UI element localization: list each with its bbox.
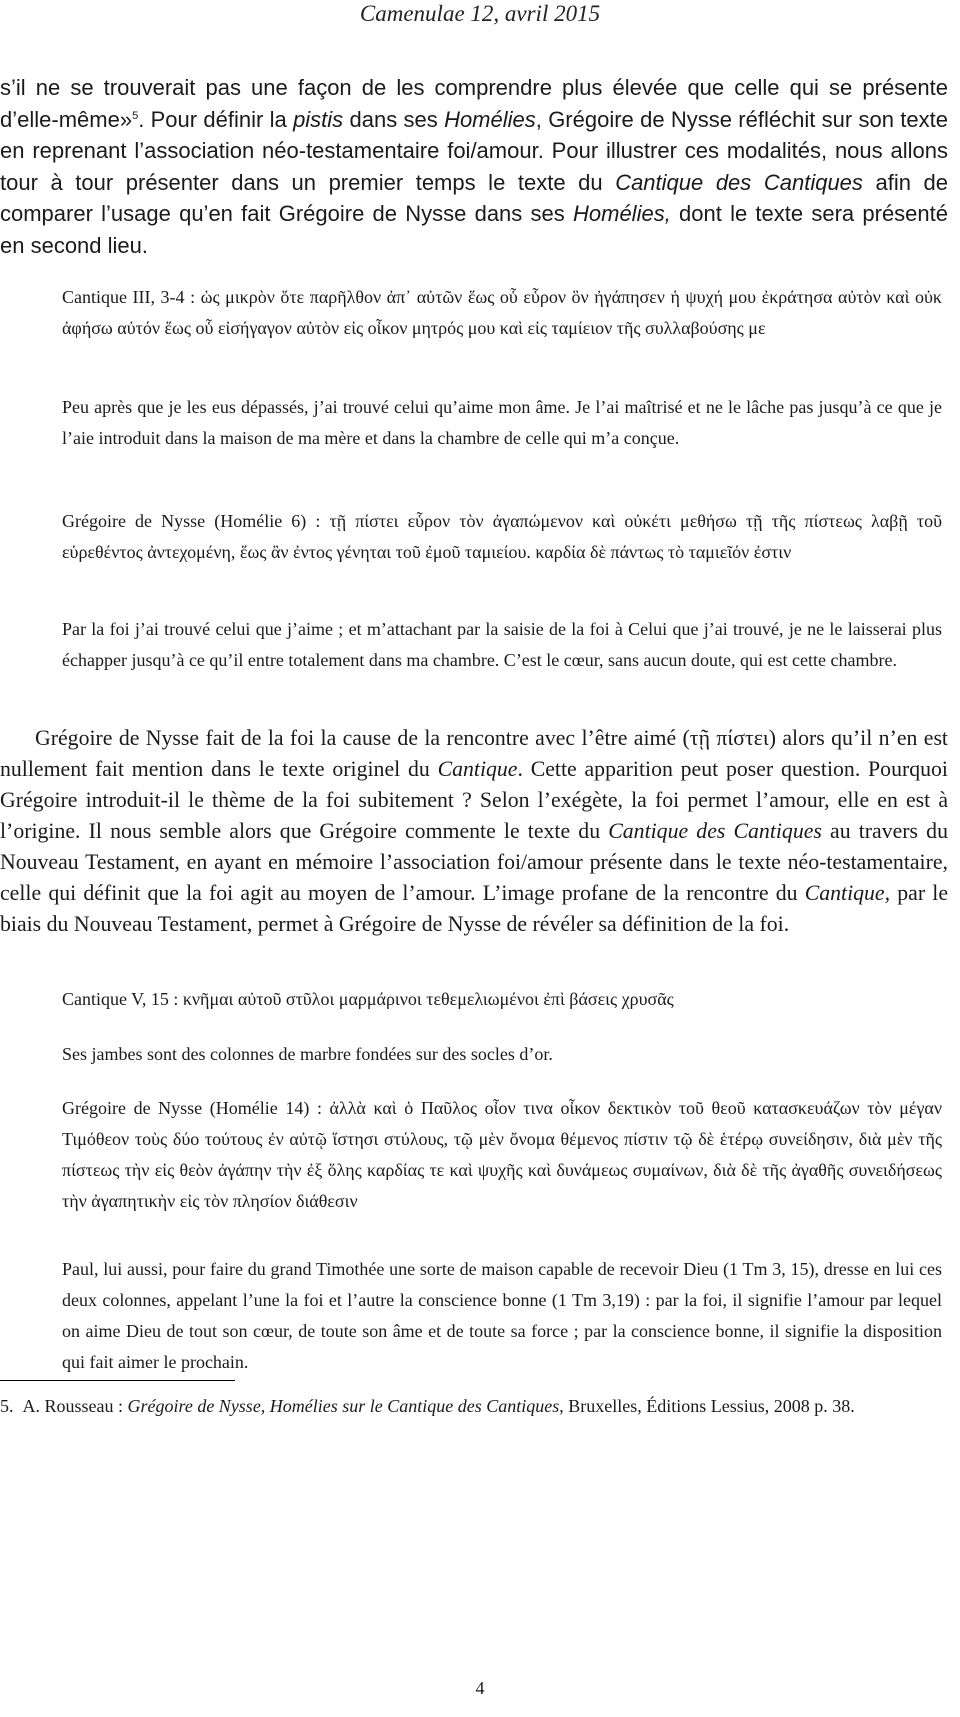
- p2-text-2: . Cette apparition peut poser question. Pourquoi Grégoire introduit-il le thème de la foi subitement ? Selon l’exégète, la foi permet l’amour, elle en est à l’origine. Il nous semble alors que Grégoire commente le texte du: [0, 757, 948, 843]
- p1-text-5: afin de comparer l’usage qu’en fait Grégoire de Nysse dans ses: [0, 169, 948, 226]
- quote-cantique-5-greek: Cantique V, 15 : κνῆμαι αὐτοῦ στῦλοι μαρμάρινοι τεθεμελιωμένοι ἐπὶ βάσεις χρυσᾶς: [62, 989, 674, 1009]
- quote-homelie-14-french: Paul, lui aussi, pour faire du grand Timothée une sorte de maison capable de recevoir Dieu (1 Tm 3, 15), dresse en lui ces deux colonnes, appelant l’une la foi et l’autre la conscience bonne (1 Tm 3,19) : par la foi, il signifie l’amour par lequel on aime Dieu de tout son cœur, de toute son âme et de toute sa force ; par la conscience bonne, il signifie la disposition qui fait aimer le prochain.: [62, 1259, 942, 1372]
- body-paragraph-2: [0, 723, 948, 940]
- quote-cantique-3-french: Peu après que je les eus dépassés, j’ai trouvé celui qu’aime mon âme. Je l’ai maîtrisé et ne le lâche pas jusqu’à ce que je l’aie introduit dans la maison de ma mère et dans la chambre de celle qui m’a conçue.: [62, 397, 942, 448]
- p2-text-4: par le biais du Nouveau Testament, permet à Grégoire de Nysse de révéler sa définition de la foi.: [0, 881, 948, 936]
- p1-italic-pistis: pistis: [293, 106, 344, 132]
- footnote-author: A. Rousseau :: [22, 1396, 128, 1416]
- p1-text-6: dont le texte sera présenté en second lieu.: [0, 201, 948, 258]
- p1-text-3: dans ses: [343, 106, 445, 132]
- quote-homelie-14-greek: Grégoire de Nysse (Homélie 14) : ἀλλὰ καὶ ὁ Παῦλος οἶον τινα οἶκον δεκτικὸν τοῦ θεοῦ κατασκευάζων τὸν μέγαν Τιμόθεον τοὺς δύο τούτους ἐν αὐτῷ ἵστησι στύλους, τῷ μὲν ὄνομα θέμενος πίστιν τῷ δὲ ἑτέρῳ συνείδησιν, διὰ μὲν τῆς πίστεως τὴν εἰς θεὸν ἀγάπην τὴν ἐξ ὅλης καρδίας τε καὶ ψυχῆς καὶ δυνάμεως συμαίνων, διὰ δὲ τῆς ἀγαθῆς συνειδήσεως τὴν ἀγαπητικὴν εἰς τὸν πλησίον διάθεσιν: [62, 1098, 942, 1211]
- footnote-ref[interactable]: 5: [132, 109, 139, 122]
- p1-italic-homelies-2: Homélies,: [573, 201, 671, 226]
- quote-homelie-6-greek: Grégoire de Nysse (Homélie 6) : τῇ πίστει εὗρον τὸν ἀγαπώμενον καὶ οὐκέτι μεθήσω τῇ τῆς πίστεως λαβῇ τοῦ εὑρεθέντος ἀντεχομένη, ἕως ἂν ἐντος γένηται τοῦ ἐμοῦ ταμιείου. καρδία δὲ πάντως τὸ ταμιεῖόν ἐστιν: [62, 511, 942, 562]
- p2-text-1: Grégoire de Nysse fait de la foi la cause de la rencontre avec l’être aimé (τῇ πίστει) alors qu’il n’en est nullement fait mention dans le texte originel du: [0, 726, 948, 781]
- p2-italic-cantique-des-cantiques: Cantique des Cantiques: [608, 819, 822, 843]
- quote-cantique-5-french: Ses jambes sont des colonnes de marbre fondées sur des socles d’or.: [62, 1044, 553, 1064]
- footnote-title: Grégoire de Nysse, Homélies sur le Cantique des Cantiques: [127, 1396, 560, 1416]
- p1-italic-homelies: Homélies: [444, 106, 536, 132]
- footnote-5: [0, 1391, 948, 1422]
- p1-text-4: , Grégoire de Nysse réfléchit sur son texte en reprenant l’association néo-testamentaire foi/amour. Pour illustrer ces modalités, nous allons tour à tour présenter dans un premier temps le texte du: [0, 106, 948, 195]
- quote-homelie-6-french: Par la foi j’ai trouvé celui que j’aime ; et m’attachant par la saisie de la foi à Celui que j’ai trouvé, je ne le laisserai plus échapper jusqu’à ce qu’il entre totalement dans ma chambre. C’est le cœur, sans aucun doute, qui est cette chambre.: [62, 619, 942, 670]
- p2-text-3: au travers du Nouveau Testament, en ayant en mémoire l’association foi/amour présente dans le texte néo-testamentaire, celle qui définit que la foi agit au moyen de l’amour. L’image profane de la rencontre du: [0, 819, 948, 905]
- p1-text-2: . Pour définir la: [138, 106, 294, 132]
- footnote-rest: , Bruxelles, Éditions Lessius, 2008 p. 38.: [559, 1396, 855, 1416]
- footnote-number: 5.: [0, 1396, 14, 1416]
- journal-header: Camenulae 12, avril 2015: [359, 1, 601, 26]
- p1-italic-cantique: Cantique des Cantiques: [615, 169, 863, 195]
- p2-italic-cantique-2: Cantique,: [804, 881, 891, 905]
- page-number: 4: [475, 1678, 485, 1698]
- p1-text-1: s’il ne se trouverait pas une façon de les comprendre plus élevée que celle qui se présente d’elle-même»: [0, 75, 948, 132]
- body-paragraph-1: [0, 72, 948, 261]
- quote-cantique-3-greek: Cantique III, 3-4 : ὡς μικρὸν ὅτε παρῆλθον ἀπ᾽ αὐτῶν ἕως οὗ εὗρον ὃν ἠγάπησεν ἡ ψυχή μου ἐκράτησα αὐτὸν καὶ οὐκ ἀφήσω αὐτόν ἕως οὗ εἰσήγαγον αὐτὸν εἰς οἶκον μητρός μου καὶ εἰς ταμίειον τῆς συλλαβούσης με: [62, 287, 942, 338]
- p2-italic-cantique: Cantique: [437, 757, 518, 781]
- footnote-divider: [0, 1380, 235, 1381]
